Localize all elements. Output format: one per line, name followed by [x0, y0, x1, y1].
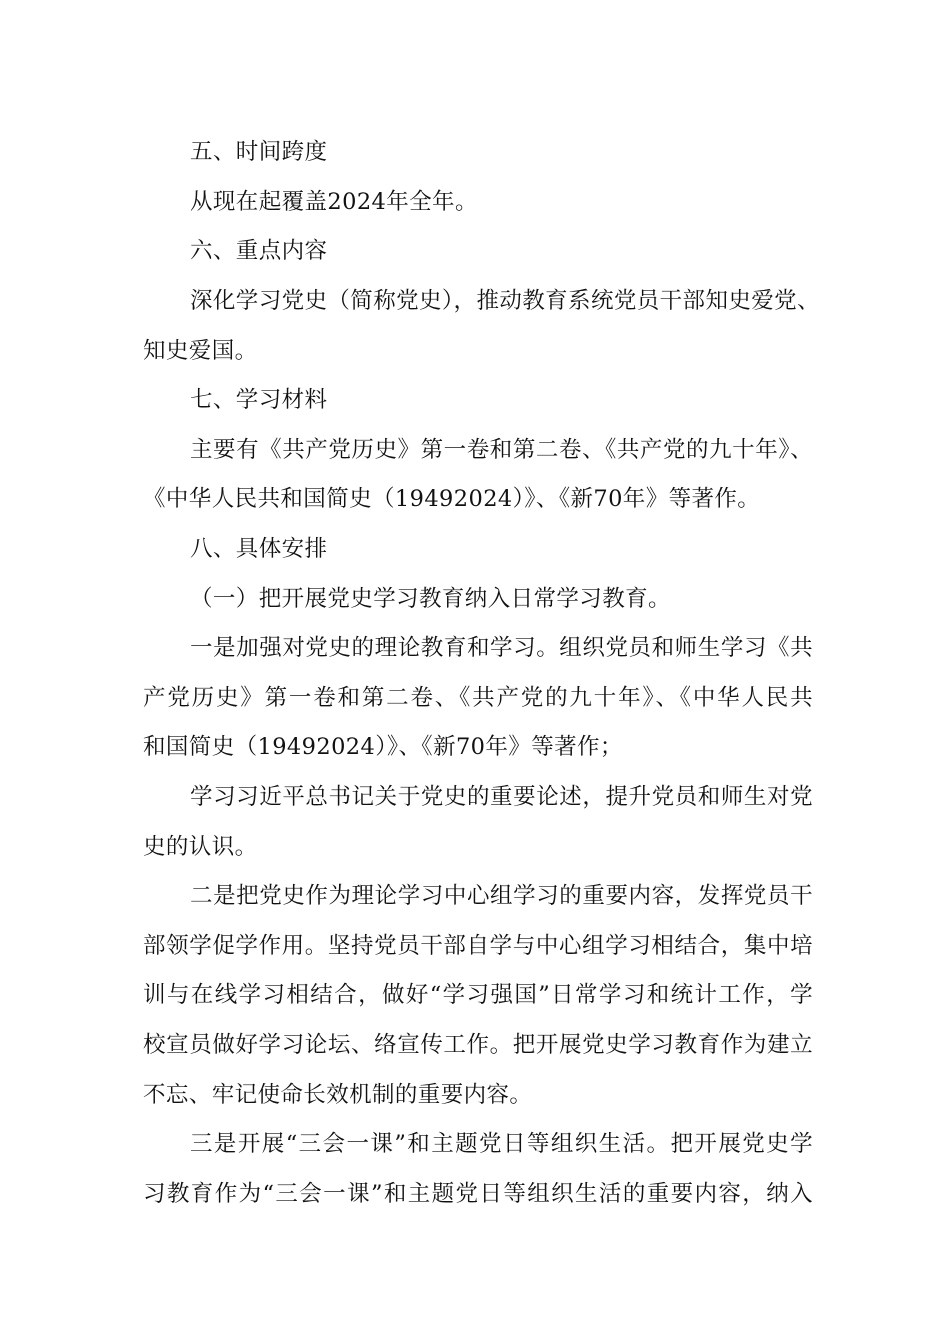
- section-heading-time-span: 五、时间跨度: [190, 139, 328, 165]
- section-heading-key-content: 六、重点内容: [190, 238, 328, 264]
- paragraph-line: 深化学习党史（简称党史），推动教育系统党员干部知史爱党、: [190, 288, 820, 314]
- paragraph-line: 史的认识。: [143, 834, 258, 860]
- paragraph-line: 主要有《共产党历史》第一卷和第二卷、《共产党的九十年》、: [190, 437, 813, 463]
- paragraph-line: 《中华人民共和国简史（19492024）》、《新70年》等著作。: [143, 486, 761, 512]
- section-heading-study-materials: 七、学习材料: [190, 387, 328, 413]
- paragraph-line: 一是加强对党史的理论教育和学习。组织党员和师生学习《共: [190, 635, 813, 661]
- paragraph-line: 二是把党史作为理论学习中心组学习的重要内容，发挥党员干: [190, 883, 813, 909]
- paragraph-line: 习教育作为“三会一课”和主题党日等组织生活的重要内容，纳入: [143, 1181, 813, 1207]
- subsection-heading: （一）把开展党史学习教育纳入日常学习教育。: [190, 586, 671, 612]
- paragraph-line: 校宣员做好学习论坛、络宣传工作。把开展党史学习教育作为建立: [143, 1032, 813, 1058]
- paragraph-line: 从现在起覆盖2024年全年。: [190, 189, 478, 215]
- paragraph-line: 学习习近平总书记关于党史的重要论述，提升党员和师生对党: [190, 784, 813, 810]
- paragraph-line: 知史爱国。: [143, 338, 258, 364]
- section-heading-arrangements: 八、具体安排: [190, 536, 328, 562]
- paragraph-line: 不忘、牢记使命长效机制的重要内容。: [143, 1082, 533, 1108]
- paragraph-line: 部领学促学作用。坚持党员干部自学与中心组学习相结合，集中培: [143, 933, 813, 959]
- paragraph-line: 训与在线学习相结合，做好“学习强国”日常学习和统计工作，学: [143, 982, 813, 1008]
- paragraph-line: 和国简史（19492024）》、《新70年》等著作；: [143, 734, 623, 760]
- paragraph-line: 三是开展“三会一课”和主题党日等组织生活。把开展党史学: [190, 1131, 813, 1157]
- paragraph-line: 产党历史》第一卷和第二卷、《共产党的九十年》、《中华人民共: [143, 685, 813, 711]
